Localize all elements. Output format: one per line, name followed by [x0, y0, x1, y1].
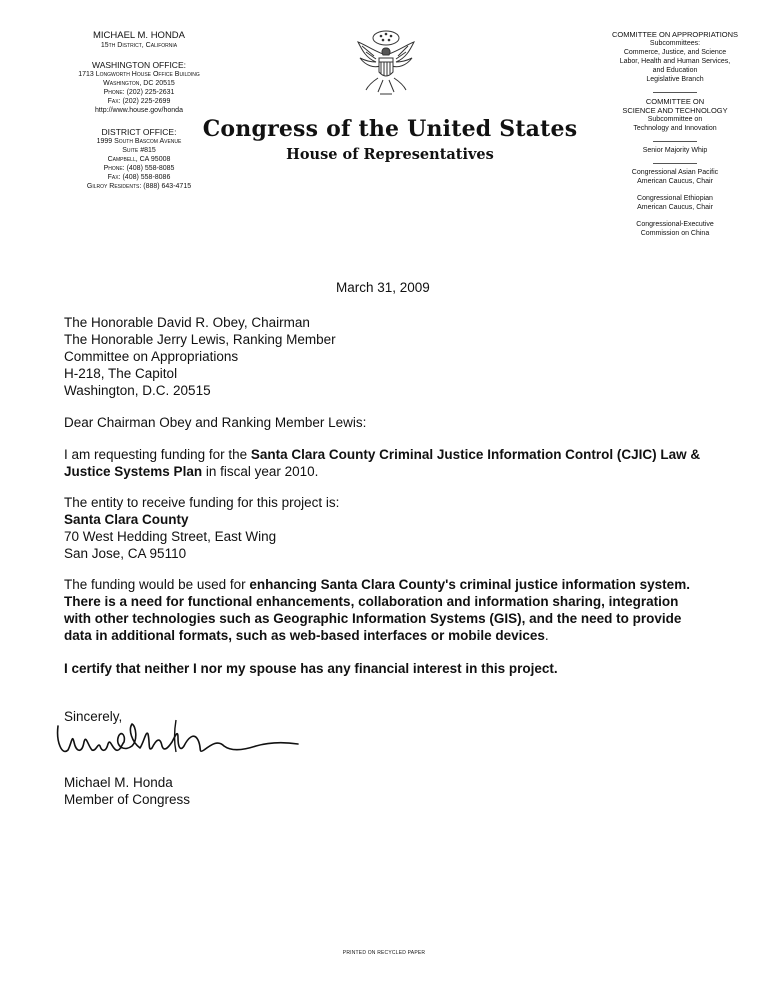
- funding-purpose: enhancing Santa Clara County's criminal justice information system. There is a need for functional enhancements, collaboration and information sharing, integration with other technologies such as Geographic Information Systems (GIS), and the need to provide data in additional formats, such as web-based interfaces or mobile devices: [64, 577, 690, 643]
- inside-address: [64, 314, 704, 399]
- washington-office-line: 1713 Longworth House Office Building: [78, 71, 200, 78]
- commission-line: Commission on China: [640, 230, 710, 237]
- certification: I certify that neither I nor my spouse has any financial interest in this project.: [64, 661, 558, 676]
- entity-intro: The entity to receive funding for this project is:: [64, 495, 340, 510]
- request-text: I am requesting funding for the: [64, 447, 251, 462]
- committee-line: and Education: [652, 67, 698, 74]
- district-office-line: Campbell, CA 95008: [107, 156, 171, 163]
- washington-office-line: Washington, DC 20515: [103, 80, 175, 87]
- request-text-end: in fiscal year 2010.: [202, 464, 319, 479]
- committee-line: Labor, Health and Human Services,: [619, 58, 731, 65]
- district-office-heading: DISTRICT OFFICE:: [101, 127, 177, 137]
- district-office-line: Suite #815: [122, 147, 156, 154]
- caucus-line: American Caucus, Chair: [637, 204, 713, 211]
- letterhead-right: [590, 30, 760, 246]
- member-name: MICHAEL M. HONDA: [92, 30, 186, 41]
- great-seal-icon: [354, 28, 418, 100]
- funding-text: The funding would be used for: [64, 577, 250, 592]
- recycled-paper-note: PRINTED ON RECYCLED PAPER: [342, 950, 426, 956]
- address-line: Committee on Appropriations: [64, 349, 239, 364]
- district-office-line: 1999 South Bascom Avenue: [96, 138, 182, 145]
- district-office-line: Fax: (408) 558-8086: [107, 174, 171, 181]
- washington-office-heading: WASHINGTON OFFICE:: [92, 60, 186, 70]
- masthead-title: Congress of the United States: [202, 116, 578, 142]
- request-paragraph: [64, 446, 704, 480]
- committee-line: Legislative Branch: [646, 76, 704, 83]
- committee-heading: COMMITTEE ON: [645, 97, 705, 106]
- letter-date: March 31, 2009: [336, 280, 430, 295]
- caucus-line: Congressional Ethiopian: [637, 195, 713, 202]
- letterhead-left: [34, 30, 244, 191]
- address-line: The Honorable David R. Obey, Chairman: [64, 315, 310, 330]
- entity-block: [64, 494, 704, 562]
- funding-paragraph: [64, 576, 704, 644]
- committee-heading: SCIENCE AND TECHNOLOGY: [622, 106, 728, 115]
- district-office-line: Gilroy Residents: (888) 643-4715: [86, 183, 192, 190]
- committee-line: Subcommittee on: [647, 116, 703, 123]
- entity-name: Santa Clara County: [64, 512, 189, 527]
- entity-city: San Jose, CA 95110: [64, 546, 187, 561]
- district-office-line: Phone: (408) 558-8085: [103, 165, 175, 172]
- divider: [653, 141, 697, 142]
- project-name: Santa Clara County Criminal Justice Information Control (CJIC) Law & Justice Systems Plan: [64, 447, 701, 479]
- committee-heading: COMMITTEE ON APPROPRIATIONS: [611, 30, 739, 39]
- entity-street: 70 West Hedding Street, East Wing: [64, 529, 277, 544]
- committee-line: Commerce, Justice, and Science: [623, 49, 727, 56]
- washington-office-line: Fax: (202) 225-2699: [107, 98, 171, 105]
- washington-office-line: Phone: (202) 225-2631: [103, 89, 175, 96]
- committee-line: Subcommittees:: [649, 40, 701, 47]
- divider: [653, 92, 697, 93]
- divider: [653, 163, 697, 164]
- signer-title: Member of Congress: [64, 792, 191, 807]
- caucus-line: Congressional Asian Pacific: [631, 169, 719, 176]
- member-district: 15th District, California: [100, 42, 178, 49]
- website-link[interactable]: http://www.house.gov/honda: [95, 107, 183, 114]
- address-line: The Honorable Jerry Lewis, Ranking Member: [64, 332, 336, 347]
- signer-block: [64, 774, 704, 808]
- commission-line: Congressional-Executive: [636, 221, 714, 228]
- caucus-line: American Caucus, Chair: [637, 178, 713, 185]
- closing: Sincerely,: [64, 709, 123, 724]
- funding-text-end: .: [544, 628, 549, 643]
- address-line: Washington, D.C. 20515: [64, 383, 211, 398]
- signer-name: Michael M. Honda: [64, 775, 173, 790]
- masthead-subtitle: House of Representatives: [286, 146, 494, 163]
- whip-title: Senior Majority Whip: [642, 147, 708, 154]
- salutation: Dear Chairman Obey and Ranking Member Lewis:: [64, 415, 367, 430]
- signature-image: [48, 712, 308, 770]
- committee-line: Technology and Innovation: [633, 125, 717, 132]
- address-line: H-218, The Capitol: [64, 366, 178, 381]
